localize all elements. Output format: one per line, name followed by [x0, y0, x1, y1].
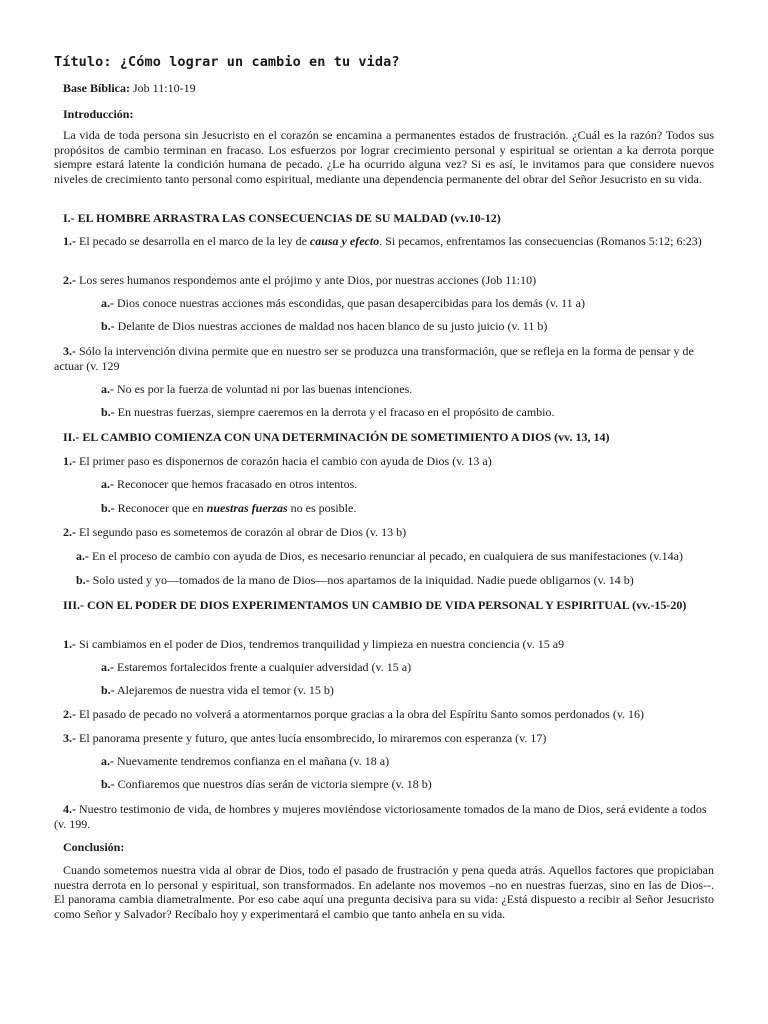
s1-item-2: 2.- Los seres humanos respondemos ante el prójimo y ante Dios, por nuestras acciones (Job 11:10)	[63, 273, 537, 287]
bible-base	[54, 81, 714, 96]
s1-item-2b: b.- Delante de Dios nuestras acciones de maldad nos hacen blanco de su justo juicio (v. 11 b)	[101, 319, 548, 333]
s2-item-1a: a.- Reconocer que hemos fracasado en otros intentos.	[101, 477, 358, 491]
s2-item-2a: a.- En el proceso de cambio con ayuda de Dios, es necesario renunciar al pecado, en cualquiera de sus manifestaciones (v.14a)	[76, 549, 683, 563]
conclusion-heading-block	[54, 840, 714, 855]
section-2-heading: II.- EL CAMBIO COMIENZA CON UNA DETERMINACIÓN DE SOMETIMIENTO A DIOS (vv. 13, 14)	[63, 430, 610, 444]
s3-item-2: 2.- El pasado de pecado no volverá a atormentarnos porque gracias a la obra del Espíritu Santo somos perdonados (v. 16)	[63, 707, 645, 721]
document-title: Título: ¿Cómo lograr un cambio en tu vida?	[54, 54, 400, 70]
s2-item-1: 1.- El primer paso es disponernos de corazón hacia el cambio con ayuda de Dios (v. 13 a)	[63, 454, 492, 468]
s1-item-3b: b.- En nuestras fuerzas, siempre caeremos en la derrota y el fracaso en el propósito de cambio.	[101, 405, 555, 419]
s3-item-4: 4.- Nuestro testimonio de vida, de hombres y mujeres moviéndose victoriosamente tomados de la mano de Dios, será evidente a todos (v. 199.	[54, 802, 707, 831]
bible-base-label: Base Bíblica:	[63, 81, 131, 95]
s1-item-3: 3.- Sólo la intervención divina permite que en nuestro ser se produzca una transformación, que se refleja en la forma de pensar y de actuar (v. 129	[54, 344, 694, 373]
conclusion-heading: Conclusión:	[63, 840, 125, 854]
s3-item-1: 1.- Si cambiamos en el poder de Dios, tendremos tranquilidad y limpieza en nuestra conciencia (v. 15 a9	[63, 637, 565, 651]
section-3-heading: III.- CON EL PODER DE DIOS EXPERIMENTAMOS UN CAMBIO DE VIDA PERSONAL Y ESPIRITUAL (vv.-15-20)	[63, 598, 687, 612]
conclusion-paragraph: Cuando sometemos nuestra vida al obrar de Dios, todo el pasado de frustración y pena queda atrás. Aquellos factores que propiciaban nuestra derrota en lo personal y espiritual, son transformados. En adelante nos movemos –no en nuestras fuerzas, sino en las de Dios--. El panorama cambia diametralmente. Por eso cabe aquí una pregunta decisiva para su vida: ¿Está dispuesto a recibir al Señor Jesucristo como Señor y Salvador? Recíbalo hoy y experimentará el cambio que tanto anhela en su vida.	[54, 863, 714, 921]
section-1-heading: I.- EL HOMBRE ARRASTRA LAS CONSECUENCIAS DE SU MALDAD (vv.10-12)	[63, 211, 501, 225]
intro-heading-block	[54, 107, 714, 122]
s3-item-1b: b.- Alejaremos de nuestra vida el temor (v. 15 b)	[101, 683, 334, 697]
bible-base-text: Job 11:10-19	[133, 81, 196, 95]
section-2-heading-block	[54, 430, 714, 445]
section-1-heading-block	[54, 211, 714, 226]
s2-item-2: 2.- El segundo paso es sometemos de corazón al obrar de Dios (v. 13 b)	[63, 525, 407, 539]
s1-item-2a: a.- Dios conoce nuestras acciones más escondidas, que pasan desapercibidas para los demás (v. 11 a)	[101, 296, 585, 310]
s3-item-3: 3.- El panorama presente y futuro, que antes lucía ensombrecido, lo miraremos con esperanza (v. 17)	[63, 731, 547, 745]
s1-item-1: 1.- El pecado se desarrolla en el marco de la ley de causa y efecto. Si pecamos, enfrentamos las consecuencias (Romanos 5:12; 6:23)	[63, 234, 702, 248]
s3-item-3b: b.- Confiaremos que nuestros días serán de victoria siempre (v. 18 b)	[101, 777, 432, 791]
s3-item-3a: a.- Nuevamente tendremos confianza en el mañana (v. 18 a)	[101, 754, 390, 768]
s2-item-1b: b.- Reconocer que en nuestras fuerzas no es posible.	[101, 501, 357, 515]
section-3-heading-block	[54, 598, 714, 613]
s3-item-1a: a.- Estaremos fortalecidos frente a cualquier adversidad (v. 15 a)	[101, 660, 412, 674]
intro-paragraph: La vida de toda persona sin Jesucristo en el corazón se encamina a permanentes estados de frustración. ¿Cuál es la razón? Todos sus propósitos de cambio terminan en fracaso. Los esfuerzos por lograr crecimiento personal y espiritual se orientan a ka derrota porque siempre estará latente la condición humana de pecado. ¿Le ha ocurrido alguna vez? Si es así, le invitamos para que considere nuevos niveles de crecimiento tanto personal como espiritual, mediante una dependencia permanente del obrar del Señor Jesucristo en su vida.	[54, 128, 714, 186]
s2-item-2b: b.- Solo usted y yo—tomados de la mano de Dios—nos apartamos de la iniquidad. Nadie puede obligarnos (v. 14 b)	[76, 573, 634, 587]
s1-item-3a: a.- No es por la fuerza de voluntad ni por las buenas intenciones.	[101, 382, 413, 396]
intro-heading: Introducción:	[63, 107, 134, 121]
